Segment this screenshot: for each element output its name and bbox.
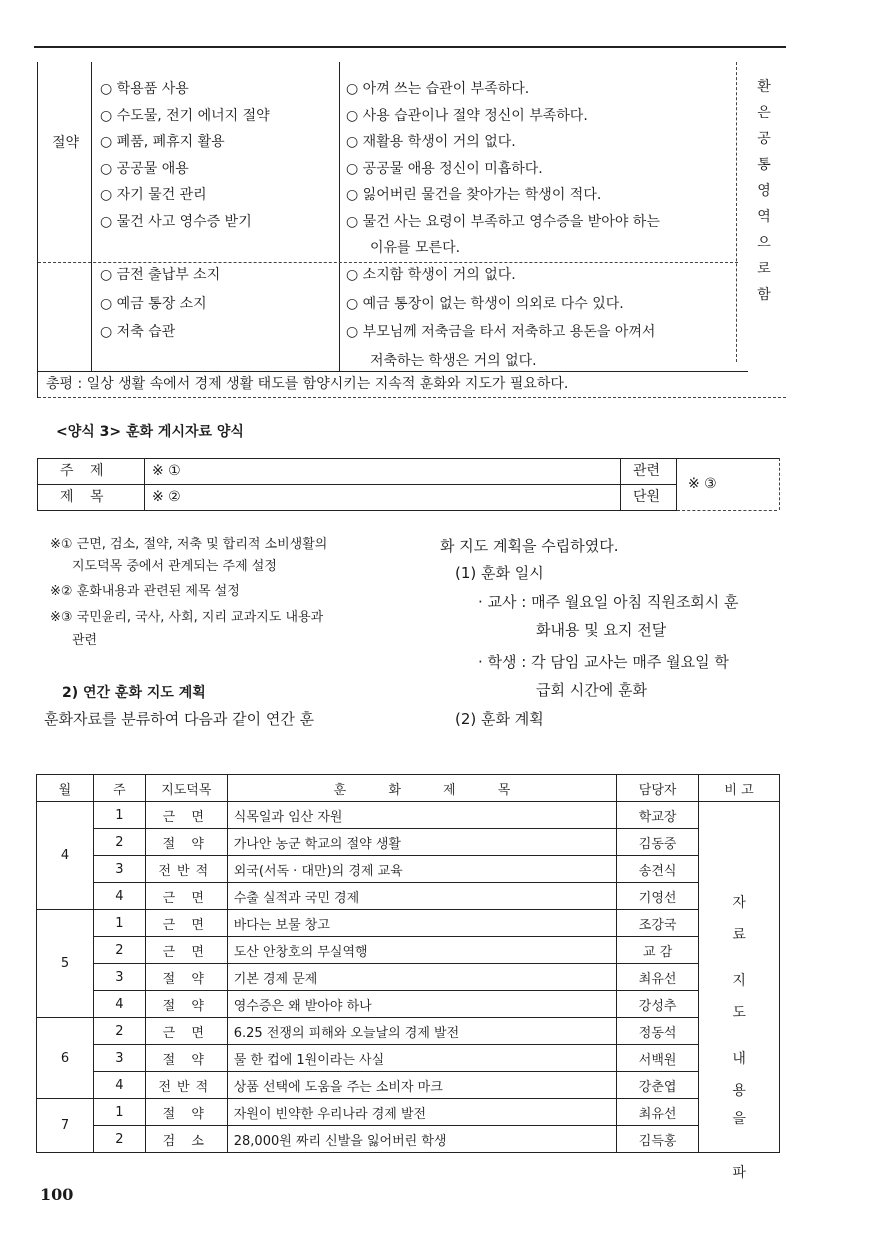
title-cell: 자원이 빈약한 우리나라 경제 발전 [227,1099,616,1126]
table-row [37,883,780,910]
title-cell: 도산 안창호의 무실역행 [227,937,616,964]
person-cell: 교 감 [617,937,699,964]
teacher-schedule: · 교사 : 매주 월요일 아침 직원조회시 훈 [478,593,739,611]
section2-body-right: 화 지도 계획을 수립하였다. [440,537,619,555]
left-item: ○ 예금 통장 소지 [100,295,207,312]
title-cell: 외국(서독 · 대만)의 경제 교육 [227,856,616,883]
form3-title-label: 제 목 [60,489,110,505]
left-item: ○ 학용품 사용 [100,81,189,97]
form3-subject-label: 주 제 [60,463,110,479]
remark-char: 파 [732,1165,746,1181]
right-item: ○ 공공물 애용 정신이 미흡하다. [346,160,543,177]
note-3-cont: 관련 [72,633,98,648]
title-cell: 바다는 보물 창고 [227,910,616,937]
title-cell: 6.25 전쟁의 피해와 오늘날의 경제 발전 [227,1018,616,1045]
right-item: ○ 예금 통장이 없는 학생이 의외로 다수 있다. [346,295,624,312]
month-cell: 4 [37,802,94,910]
remark-char: 을 [732,1111,746,1127]
col-remark: 비 고 [699,775,780,802]
remark-char: 지 [732,973,746,989]
virtue-cell: 근 면 [145,1018,227,1045]
summary-text: 총평 : 일상 생활 속에서 경제 생활 태도를 함양시키는 지속적 훈화와 지도가 필요하다. [46,376,569,392]
title-cell: 28,000원 짜리 신발을 잃어버린 학생 [227,1126,616,1153]
week-cell: 2 [93,829,145,856]
side-note-char: 영 [757,183,771,199]
table-row [37,1018,780,1045]
category-label: 절약 [52,135,80,151]
side-note-char: 은 [757,105,771,121]
person-cell: 김득홍 [617,1126,699,1153]
table-row [37,1045,780,1072]
note-1-cont: 지도덕목 중에서 관계되는 주제 설정 [72,559,277,574]
month-cell: 5 [37,910,94,1018]
col-title: 훈 화 제 목 [227,775,616,802]
side-note-char: 공 [757,131,771,147]
table-row [37,964,780,991]
form3-related-value: ※ ③ [688,476,717,492]
right-item: ○ 잃어버린 물건을 찾아가는 학생이 적다. [346,187,602,203]
side-note-char: 통 [757,157,771,173]
week-cell: 3 [93,1045,145,1072]
form3-title-value: ※ ② [152,489,181,505]
remark-char: 자 [732,895,746,911]
note-1: ※① 근면, 검소, 절약, 저축 및 합리적 소비생활의 [50,537,328,552]
virtue-cell: 절 약 [145,964,227,991]
virtue-cell: 절 약 [145,1045,227,1072]
side-note-char: 함 [757,287,771,303]
side-note-char: 환 [757,79,771,95]
virtue-cell: 전반적 [145,856,227,883]
left-item: ○ 공공물 애용 [100,160,189,177]
person-cell: 학교장 [617,802,699,829]
right-item: 저축하는 학생은 거의 없다. [370,352,537,369]
table-row [37,991,780,1018]
form3-subject-value: ※ ① [152,463,181,479]
title-cell: 상품 선택에 도움을 주는 소비자 마크 [227,1072,616,1099]
form3-unit-label: 단원 [633,489,661,505]
left-item: ○ 수도물, 전기 에너지 절약 [100,107,270,124]
virtue-cell: 절 약 [145,991,227,1018]
right-item: ○ 물건 사는 요령이 부족하고 영수증을 받아야 하는 [346,213,660,230]
remark-char: 용 [732,1083,746,1099]
virtue-cell: 절 약 [145,1099,227,1126]
month-cell: 6 [37,1018,94,1099]
note-2: ※② 훈화내용과 관련된 제목 설정 [50,584,240,599]
remark-cell [699,802,780,1181]
right-item: ○ 소지함 학생이 거의 없다. [346,267,516,283]
title-cell: 기본 경제 문제 [227,964,616,991]
virtue-cell: 전반적 [145,1072,227,1099]
title-cell: 식목일과 임산 자원 [227,802,616,829]
week-cell: 1 [93,910,145,937]
week-cell: 3 [93,964,145,991]
left-item: ○ 저축 습관 [100,324,176,340]
week-cell: 4 [93,991,145,1018]
table-row [37,1072,780,1099]
right-item: 이유를 모른다. [370,240,461,256]
person-cell: 김동중 [617,829,699,856]
virtue-cell: 근 면 [145,802,227,829]
person-cell: 강춘엽 [617,1072,699,1099]
week-cell: 4 [93,1072,145,1099]
remark-char: 료 [732,927,746,943]
col-month: 월 [37,775,94,802]
col-virtue: 지도덕목 [145,775,227,802]
right-item: ○ 부모님께 저축금을 타서 저축하고 용돈을 아껴서 [346,324,656,340]
person-cell: 정동석 [617,1018,699,1045]
left-item: ○ 자기 물건 관리 [100,187,207,203]
plan-heading: (2) 훈화 계획 [455,710,544,728]
virtue-cell: 근 면 [145,937,227,964]
page-number: 100 [40,1185,74,1204]
title-cell: 가나안 농군 학교의 절약 생활 [227,829,616,856]
col-person: 담당자 [617,775,699,802]
person-cell: 서백원 [617,1045,699,1072]
teacher-schedule-cont: 화내용 및 요지 전달 [536,621,667,639]
side-note-char: 역 [757,209,771,225]
week-cell: 3 [93,856,145,883]
side-note-char: 로 [757,261,771,277]
table-row [37,1099,780,1126]
annual-plan-table [36,774,780,1181]
right-item: ○ 재활용 학생이 거의 없다. [346,134,516,150]
virtue-cell: 근 면 [145,883,227,910]
person-cell: 최유선 [617,1099,699,1126]
person-cell: 강성추 [617,991,699,1018]
person-cell: 송견식 [617,856,699,883]
week-cell: 2 [93,937,145,964]
schedule-heading: (1) 훈화 일시 [455,564,544,582]
table-row [37,856,780,883]
person-cell: 기영선 [617,883,699,910]
week-cell: 1 [93,1099,145,1126]
section2-body-left: 훈화자료를 분류하여 다음과 같이 연간 훈 [44,710,315,728]
form3-related-label: 관련 [633,463,661,479]
note-3: ※③ 국민윤리, 국사, 사회, 지리 교과지도 내용과 [50,610,324,625]
section2-heading: 2) 연간 훈화 지도 계획 [62,685,206,701]
table-row [37,937,780,964]
title-cell: 영수증은 왜 받아야 하나 [227,991,616,1018]
remark-char: 내 [732,1051,746,1067]
left-item: ○ 물건 사고 영수증 받기 [100,213,252,230]
table-row [37,829,780,856]
right-item: ○ 아껴 쓰는 습관이 부족하다. [346,81,530,97]
left-item: ○ 폐품, 폐휴지 활용 [100,134,225,150]
virtue-cell: 근 면 [145,910,227,937]
page-header-rule [34,46,786,48]
person-cell: 최유선 [617,964,699,991]
right-item: ○ 사용 습관이나 절약 정신이 부족하다. [346,107,588,124]
table-row [37,1126,780,1153]
week-cell: 2 [93,1126,145,1153]
week-cell: 2 [93,1018,145,1045]
week-cell: 4 [93,883,145,910]
side-note-char: 으 [757,235,771,251]
person-cell: 조강국 [617,910,699,937]
virtue-cell: 절 약 [145,829,227,856]
col-week: 주 [93,775,145,802]
title-cell: 수출 실적과 국민 경제 [227,883,616,910]
table-row [37,910,780,937]
title-cell: 물 한 컵에 1원이라는 사실 [227,1045,616,1072]
table-row [37,802,780,829]
student-schedule-cont: 급회 시간에 훈화 [536,681,647,699]
left-item: ○ 금전 출납부 소지 [100,267,221,283]
week-cell: 1 [93,802,145,829]
month-cell: 7 [37,1099,94,1153]
form3-heading: <양식 3> 훈화 게시자료 양식 [56,424,244,440]
remark-char: 도 [732,1005,746,1021]
virtue-cell: 검 소 [145,1126,227,1153]
student-schedule: · 학생 : 각 담임 교사는 매주 월요일 학 [478,653,729,671]
